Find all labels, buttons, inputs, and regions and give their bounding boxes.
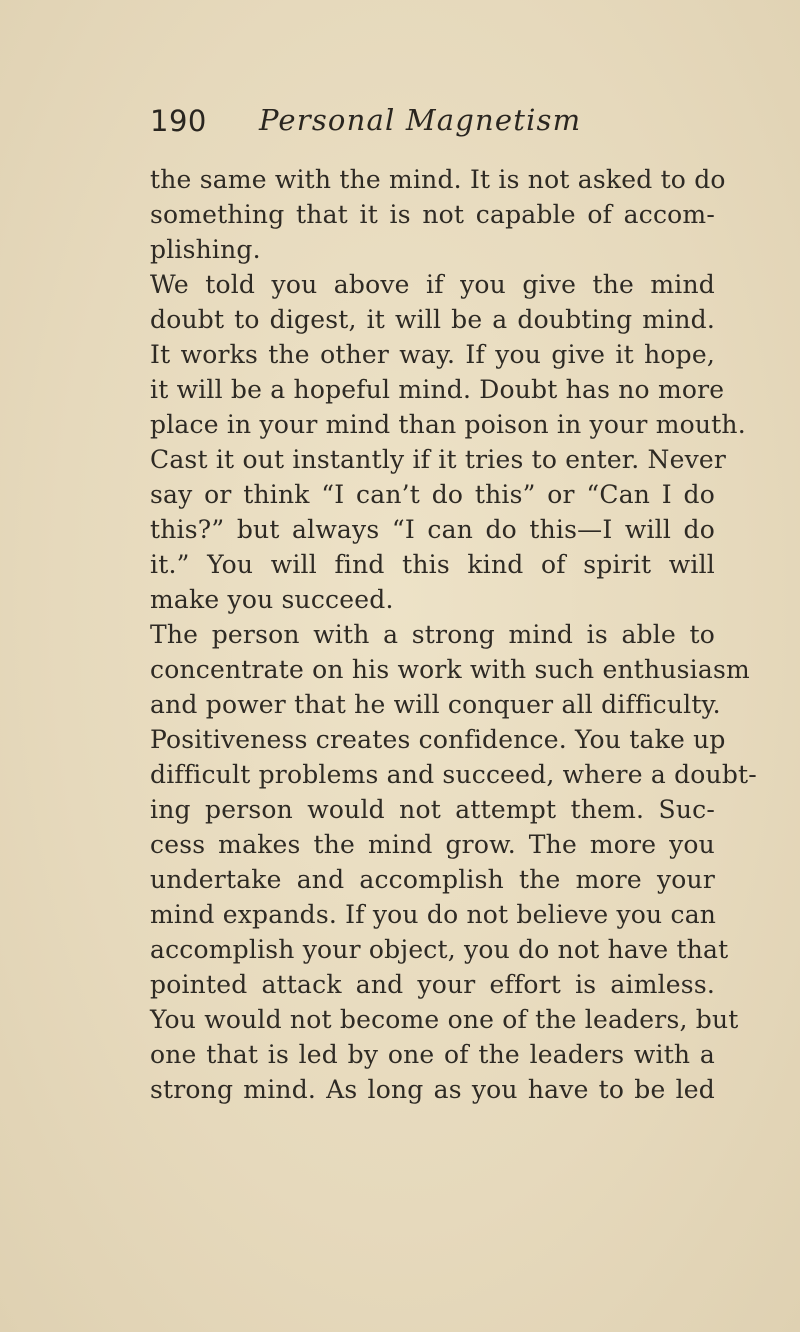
text-line: Positiveness creates confidence. You take up xyxy=(150,725,726,754)
text-line: pointed attack and your effort is aimless. xyxy=(150,970,715,999)
body-text xyxy=(150,162,757,1107)
text-line: the same with the mind. It is not asked to do xyxy=(150,165,726,194)
text-line: undertake and accomplish the more your xyxy=(150,865,715,894)
text-line: cess makes the mind grow. The more you xyxy=(150,830,715,859)
text-line: say or think “I can’t do this” or “Can I do xyxy=(150,480,715,509)
text-line: Cast it out instantly if it tries to enter. Never xyxy=(150,445,727,474)
text-line: strong mind. As long as you have to be led xyxy=(150,1075,715,1104)
book-title: Personal Magnetism xyxy=(259,103,582,137)
text-line: one that is led by one of the leaders with a xyxy=(150,1040,715,1069)
text-line: make you succeed. xyxy=(150,585,394,614)
text-line: it.” You will find this kind of spirit will xyxy=(150,550,715,579)
running-head xyxy=(150,104,710,144)
text-line: accomplish your object, you do not have that xyxy=(150,935,729,964)
text-line: concentrate on his work with such enthusiasm xyxy=(150,655,750,684)
text-line: difficult problems and succeed, where a doubt- xyxy=(150,760,757,789)
text-line: We told you above if you give the mind xyxy=(150,270,715,299)
page-number: 190 xyxy=(150,104,207,138)
text-line: this?” but always “I can do this—I will do xyxy=(150,515,715,544)
text-line: It works the other way. If you give it hope, xyxy=(150,340,715,369)
text-line: mind expands. If you do not believe you can xyxy=(150,900,717,929)
text-line: doubt to digest, it will be a doubting mind. xyxy=(150,305,715,334)
text-line: The person with a strong mind is able to xyxy=(150,620,715,649)
text-line: You would not become one of the leaders, but xyxy=(150,1005,739,1034)
text-line: plishing. xyxy=(150,235,261,264)
text-line: place in your mind than poison in your mouth. xyxy=(150,410,746,439)
text-line: something that it is not capable of accom- xyxy=(150,200,715,229)
text-line: ing person would not attempt them. Suc- xyxy=(150,795,715,824)
text-line: it will be a hopeful mind. Doubt has no more xyxy=(150,375,725,404)
text-line: and power that he will conquer all difficulty. xyxy=(150,690,721,719)
